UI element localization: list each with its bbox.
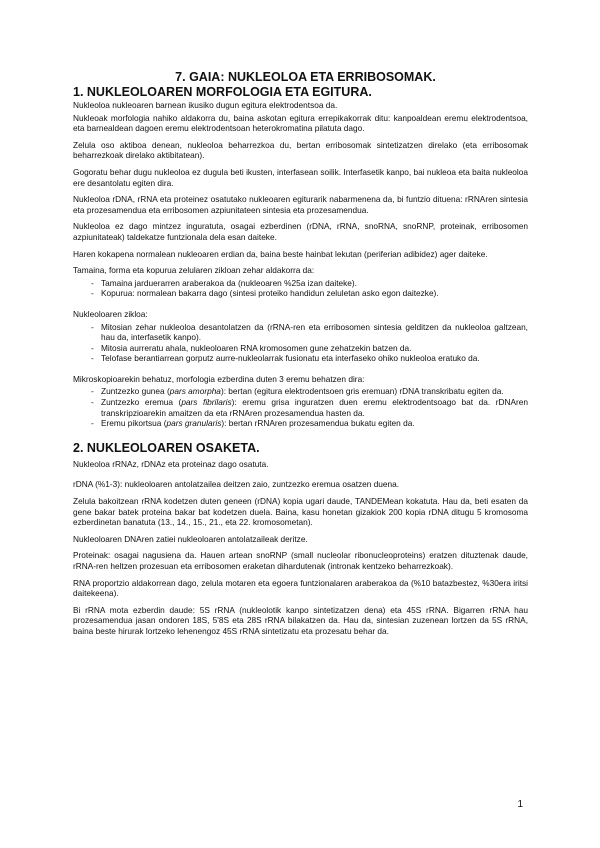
list-item: - Zuntzezko gunea (pars amorpha): bertan (egitura elektrodentsoen gris eremuan) rDNA transkribatu egiten da. xyxy=(73,386,528,397)
list-item: - Mitosian zehar nukleoloa desantolatzen da (rRNA-ren eta erribosomen sintesia gelditzen da nukleoloa galtzean, hau da, interfasetik kanpo). xyxy=(73,322,528,343)
list-item: - Mitosia aurreratu ahala, nukleoloaren RNA kromosomen gune zehatzekin batzen da. xyxy=(73,343,528,354)
latin-term: pars fibrilaris xyxy=(181,397,232,408)
paragraph: Zelula oso aktiboa denean, nukleoloa beharrezkoa du, bertan erribosomak sintetizatzen direlako (eta erribosomak beharrezkoak direlako aktibitatean). xyxy=(73,139,528,161)
paragraph: Nukleoloaren DNAren zatiei nukleoloaren antolatzaileak deritze. xyxy=(73,533,308,544)
paragraph: rDNA (%1-3): nukleoloaren antolatzailea deitzen zaio, zuntzezko eremua osatzen duena. xyxy=(73,479,400,490)
latin-term: pars granularis xyxy=(166,418,222,429)
paragraph: Nukleoloa rDNA, rRNA eta proteinez osatutako nukleoaren egiturarik nabarmenena da, bi funtzio dituena: rRNAren sintesia eta prozesamendua eta erribosomen azpiunitateen sintesia eta prozesamendua. xyxy=(73,194,528,215)
paragraph: Gogoratu behar dugu nukleoloa ez dugula beti ikusten, interfasean soilik. Interfasetik kanpo, bai nukleoa eta baita nukleoloa ere desantolatu egiten dira. xyxy=(73,166,528,188)
list-item: - Zuntzezko eremua (pars fibrilaris): eremu grisa inguratzen duen eremu elektrodentsoago bat da. rDNAren transkripzioarekin amaitzen da eta rRNAren prozesamendua hasten da. xyxy=(73,397,528,418)
paragraph: Tamaina, forma eta kopurua zelularen zikloan zehar aldakorra da: xyxy=(73,265,315,276)
paragraph: Nukleoloa nukleoaren barnean ikusiko dugun egitura elektrodentsoa da. xyxy=(73,100,338,110)
list-item: - Eremu pikortsua (pars granularis): bertan rRNAren prozesamendua bukatu egiten da. xyxy=(73,418,528,429)
list-item: - Kopurua: normalean bakarra dago (sintesi proteiko handidun zeluletan asko egon daitezke). xyxy=(73,288,528,299)
paragraph: Nukleoloaren zikloa: xyxy=(73,308,148,319)
section-2-heading: 2. NUKLEOLOAREN OSAKETA. xyxy=(73,440,260,455)
paragraph: Bi rRNA mota ezberdin daude: 5S rRNA (nukleolotik kanpo sintetizatzen dena) eta 45S rRNA. Bigarren rRNA hau prozesamendua jasan ondoren 18S, 5'8S eta 28S rRNA bilakatzen da. Hau da, sintesian zuzenean lortzen da 5S rRNA, baina beste hirurak lortzeko lehenengoz 45S rRNA sintetizatu eta prozesatu behar da. xyxy=(73,604,528,636)
latin-term: pars amorpha xyxy=(169,386,221,397)
paragraph: Nukleoloa rRNAz, rDNAz eta proteinaz dago osatuta. xyxy=(73,458,269,469)
paragraph: Mikroskopioarekin behatuz, morfologia ezberdina duten 3 eremu behatzen dira: xyxy=(73,373,365,384)
paragraph: Proteinak: osagai nagusiena da. Hauen artean snoRNP (small nucleolar ribonucleoproteins) eratzen dituztenak daude, rRNA-ren heltzen prozesuan eta erribosomen eraketan dihardutenak (intronak kentzeko beharrezkoak). xyxy=(73,550,528,571)
paragraph: Nukleoloa ez dago mintzez inguratuta, osagai ezberdinen (rDNA, rRNA, snoRNA, snoRNP, proteinak, erribosomen azpiunitateak) taldekatze funtzionala dela esan daiteke. xyxy=(73,221,528,242)
list-item: - Tamaina jarduerarren araberakoa da (nukleoaren %25a izan daiteke). xyxy=(73,278,528,289)
page-number: 1 xyxy=(517,799,523,810)
size-shape-list xyxy=(73,278,528,299)
regions-list xyxy=(73,386,528,428)
paragraph: Nukleoak morfologia nahiko aldakorra du, baina askotan egitura errepikakorrak ditu: kanpoaldean eremu elektrodentsoa, eta barnealdean dagoen eremu elektrodentsoan heterokromatina pilatuta dago. xyxy=(73,112,528,134)
chapter-title: 7. GAIA: NUKLEOLOA ETA ERRIBOSOMAK. xyxy=(175,70,436,84)
nucleolus-cycle-list xyxy=(73,322,528,364)
paragraph: Zelula bakoitzean rRNA kodetzen duten geneen (rDNA) kopia ugari daude, TANDEMean kokatuta. Hau da, beti esaten da gene bakar batek proteina bakar bat kodetzen duela. Baina, kasu honetan gizakiok 200 kopia rDNA ditugu 5 kromosoma ezberdinetan banatuta (13., 14., 15., 21., eta 22. kromosometan). xyxy=(73,496,528,528)
paragraph: Haren kokapena normalean nukleoaren erdian da, baina beste hainbat lekutan (periferian adibidez) ager daiteke. xyxy=(73,248,488,259)
page-content xyxy=(73,70,528,643)
list-item: - Telofase berantiarrean gorputz aurre-nukleolarrak fusionatu eta interfaseko ohiko nukleoloa eratuko da. xyxy=(73,353,528,364)
paragraph: RNA proportzio aldakorrean dago, zelula motaren eta egoera funtzionalaren araberakoa da (%10 batazbestez, %30era iritsi daitekeena). xyxy=(73,577,528,599)
section-1-heading: 1. NUKLEOLOAREN MORFOLOGIA ETA EGITURA. xyxy=(73,85,372,99)
